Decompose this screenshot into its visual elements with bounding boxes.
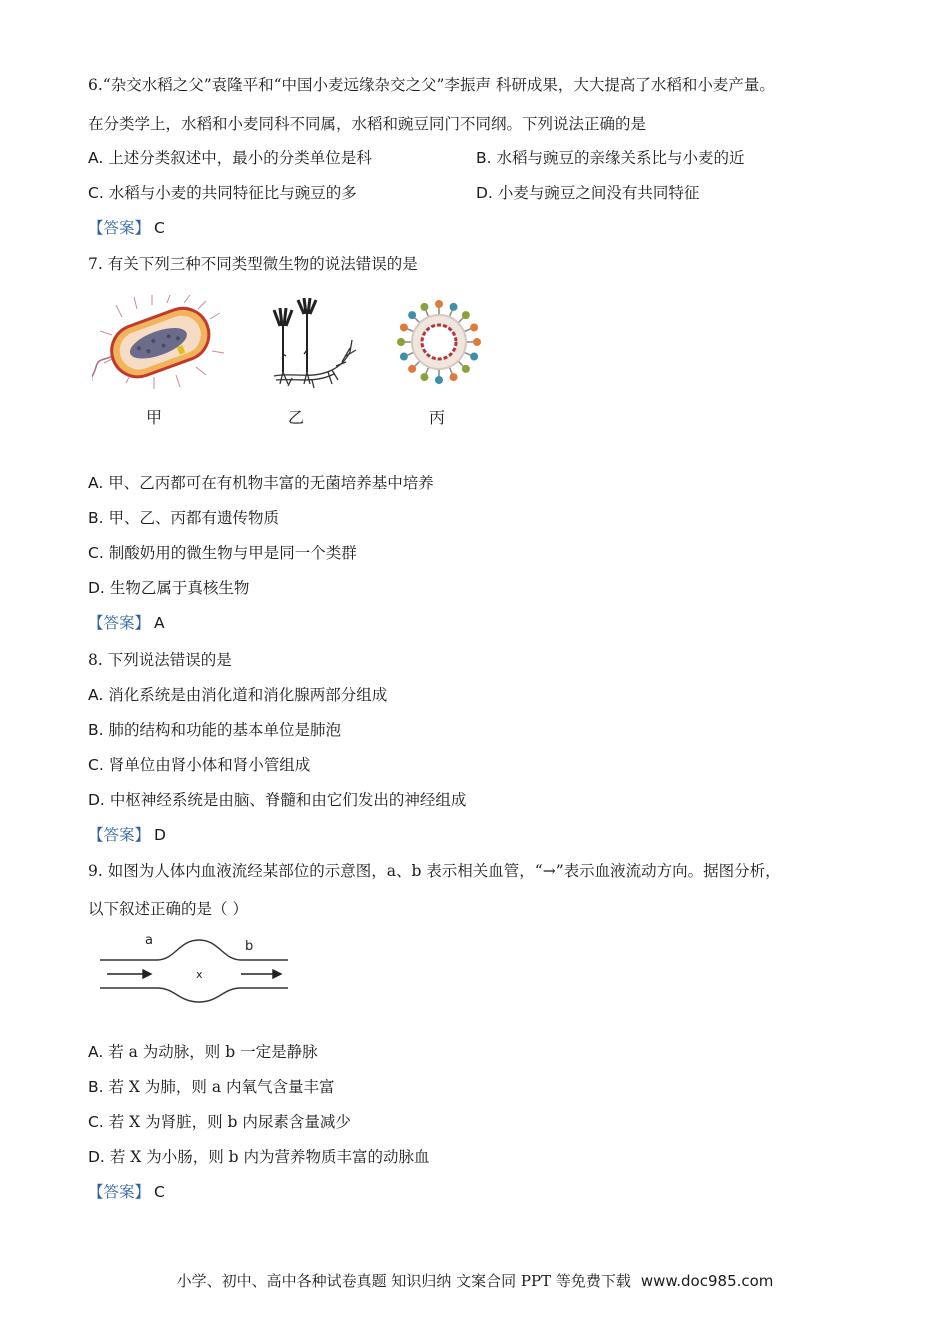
footer-url[interactable]: www.doc985.com [640, 1272, 774, 1290]
organ-x-label: x [196, 968, 203, 981]
virus-spike [470, 353, 478, 361]
q8-option-c: C. 肾单位由肾小体和肾小管组成 [88, 756, 311, 774]
virus-spike [470, 323, 478, 331]
caption-bing: 丙 [429, 408, 446, 427]
virus-spike [435, 376, 443, 384]
q9-answer: 【答案】 C [88, 1183, 165, 1201]
caption-yi: 乙 [288, 408, 305, 427]
q6-answer: 【答案】 C [88, 219, 165, 237]
virus-spike [462, 311, 470, 319]
q8-option-d: D. 中枢神经系统是由脑、脊髓和由它们发出的神经组成 [88, 791, 467, 809]
q9-option-c: C. 若 X 为肾脏，则 b 内尿素含量减少 [88, 1113, 351, 1131]
virus-spike [462, 365, 470, 373]
vessel-b-label: b [245, 939, 254, 954]
page-footer [0, 1270, 950, 1291]
virus-spike [450, 303, 458, 311]
q6-option-c: C. 水稻与小麦的共同特征比与豌豆的多 [88, 184, 357, 202]
q6-option-a: A. 上述分类叙述中，最小的分类单位是科 [88, 149, 372, 167]
virus-spike [420, 303, 428, 311]
q7-stem: 7. 有关下列三种不同类型微生物的说法错误的是 [88, 255, 418, 273]
q9-option-a: A. 若 a 为动脉，则 b 一定是静脉 [88, 1043, 318, 1061]
q6-option-d: D. 小麦与豌豆之间没有共同特征 [476, 184, 700, 202]
q8-answer: 【答案】 D [88, 826, 166, 844]
virus-spike [408, 365, 416, 373]
q6-option-b: B. 水稻与豌豆的亲缘关系比与小麦的近 [476, 149, 745, 167]
caption-jia: 甲 [146, 408, 163, 427]
vessel-a-label: a [145, 933, 153, 948]
virus-spike [397, 338, 405, 346]
q9-option-b: B. 若 X 为肺，则 a 内氧气含量丰富 [88, 1078, 335, 1096]
q6-stem-line1: 6.“杂交水稻之父”袁隆平和“中国小麦远缘杂交之父”李振声 科研成果，大大提高了水稻和小麦产量。 [88, 76, 775, 94]
virus-spike [400, 323, 408, 331]
bacterium-illustration [92, 295, 227, 390]
virus-spike [473, 338, 481, 346]
blood-flow-diagram [95, 928, 295, 1008]
q7-option-a: A. 甲、乙丙都可在有机物丰富的无菌培养基中培养 [88, 474, 434, 492]
virus-spike [420, 373, 428, 381]
q6-stem-line2: 在分类学上，水稻和小麦同科不同属，水稻和豌豆同门不同纲。下列说法正确的是 [88, 115, 647, 133]
virus-spike [400, 353, 408, 361]
q9-stem-line2: 以下叙述正确的是（ ） [88, 900, 248, 918]
q8-stem: 8. 下列说法错误的是 [88, 651, 232, 669]
q8-option-a: A. 消化系统是由消化道和消化腺两部分组成 [88, 686, 388, 704]
q7-option-b: B. 甲、乙、丙都有遗传物质 [88, 509, 280, 527]
virus-spike [408, 311, 416, 319]
virus-spike [435, 300, 443, 308]
mold-illustration [262, 294, 362, 394]
q9-stem-line1: 9. 如图为人体内血液流经某部位的示意图，a、b 表示相关血管，“→”表示血液流动方向。据图分析， [88, 862, 781, 880]
q7-answer: 【答案】 A [88, 614, 165, 632]
virus-spike [450, 373, 458, 381]
footer-text: 小学、初中、高中各种试卷真题 知识归纳 文案合同 PPT 等免费下载 [176, 1272, 631, 1290]
q7-option-d: D. 生物乙属于真核生物 [88, 579, 250, 597]
q7-option-c: C. 制酸奶用的微生物与甲是同一个类群 [88, 544, 357, 562]
q8-option-b: B. 肺的结构和功能的基本单位是肺泡 [88, 721, 342, 739]
virus-illustration [394, 297, 484, 387]
q9-option-d: D. 若 X 为小肠，则 b 内为营养物质丰富的动脉血 [88, 1148, 430, 1166]
